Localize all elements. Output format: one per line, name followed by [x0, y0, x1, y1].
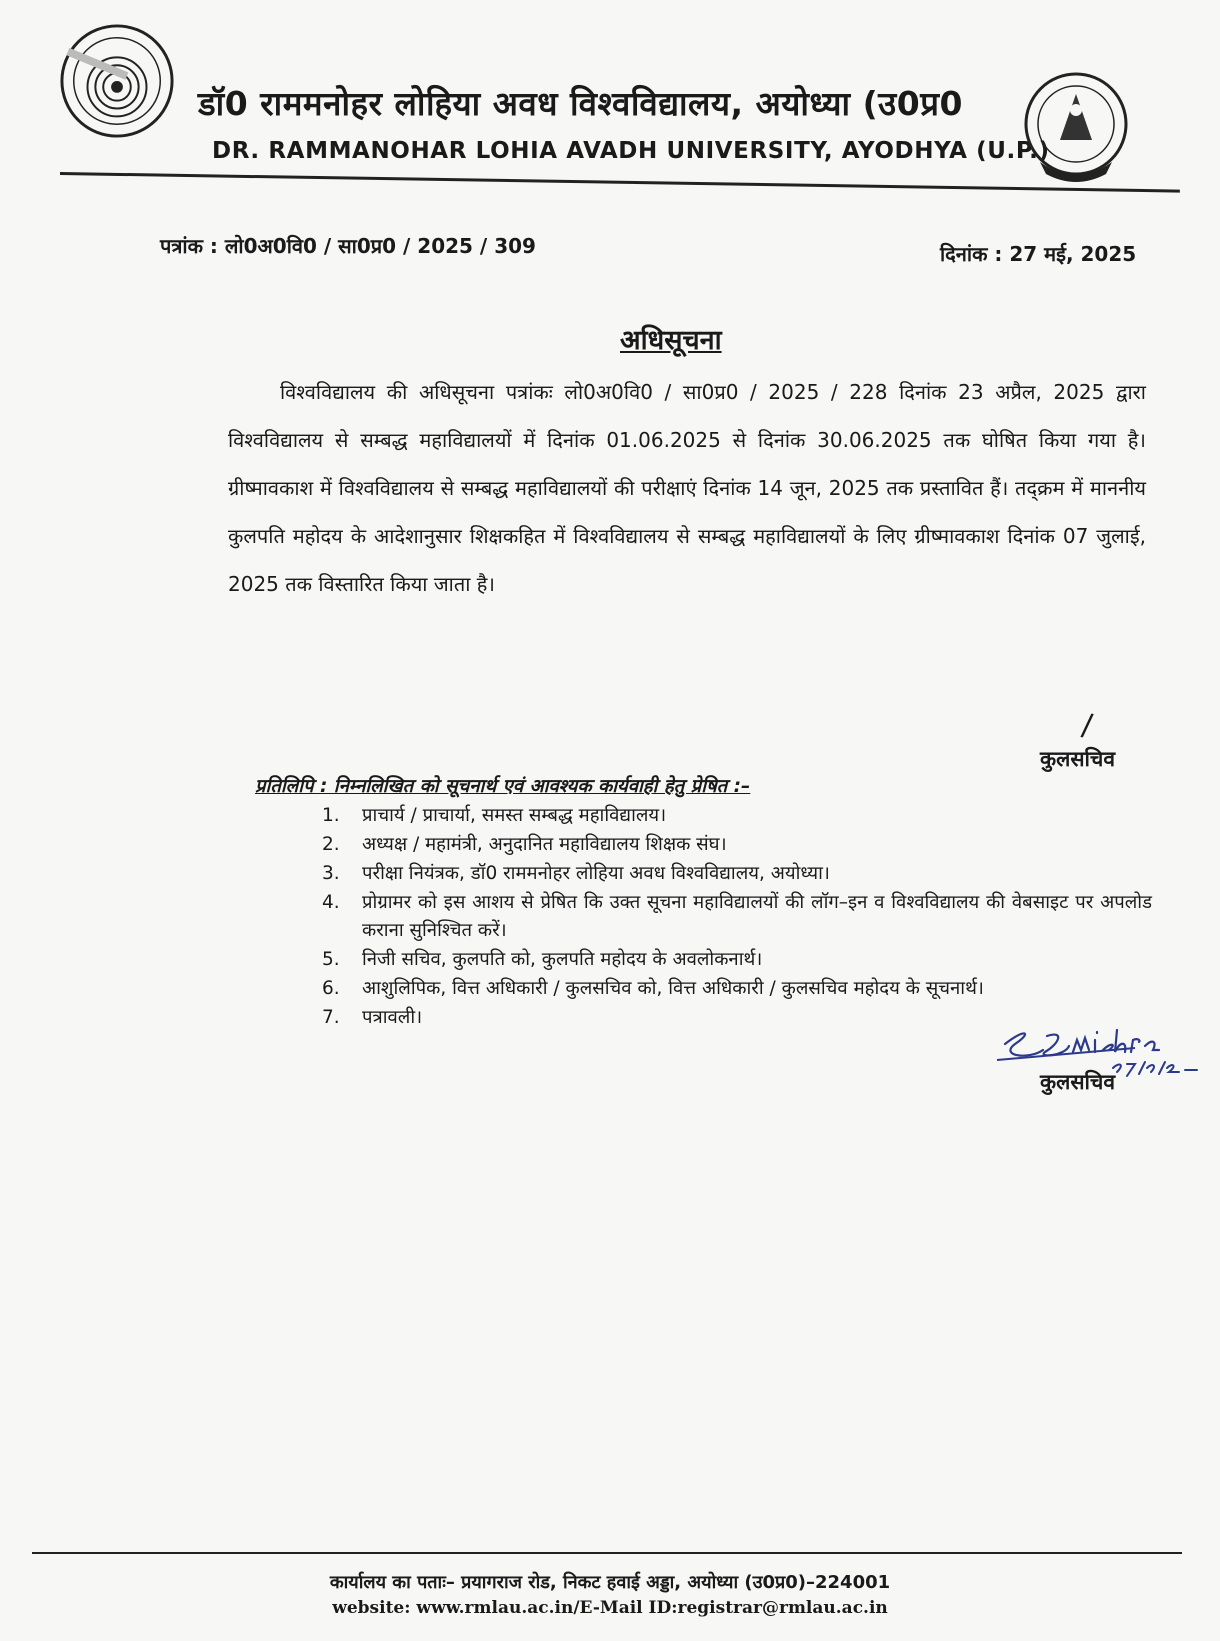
- signature-mark: /: [1079, 707, 1095, 744]
- university-seal-icon: [58, 22, 176, 140]
- notice-title: अधिसूचना: [620, 325, 722, 356]
- list-item-number: 3.: [322, 863, 340, 884]
- list-item-text: प्रोग्रामर को इस आशय से प्रेषित कि उक्त सूचना महाविद्यालयों की लॉग–इन व विश्वविद्यालय की वेबसाइट पर अपलोड कराना सुनिश्चित करें।: [362, 892, 1152, 941]
- signatory-title: कुलसचिव: [1040, 747, 1116, 771]
- list-item: [322, 831, 1152, 859]
- footer-address: कार्यालय का पताः– प्रयागराज रोड, निकट हवाई अड्डा, अयोध्या (उ0प्र0)–224001: [329, 1572, 891, 1593]
- signatory-title-signed: कुलसचिव: [1040, 1070, 1116, 1094]
- header-divider: [60, 172, 1180, 193]
- list-item-text: निजी सचिव, कुलपति को, कुलपति महोदय के अवलोकनार्थ।: [362, 949, 763, 970]
- list-item: [322, 889, 1152, 945]
- list-item-number: 7.: [322, 1007, 340, 1028]
- university-emblem-icon: [1020, 70, 1132, 188]
- list-item-number: 5.: [322, 949, 340, 970]
- list-item-text: आशुलिपिक, वित्त अधिकारी / कुलसचिव को, वित्त अधिकारी / कुलसचिव महोदय के सूचनार्थ।: [362, 978, 984, 999]
- university-name-hindi: डॉ0 राममनोहर लोहिया अवध विश्वविद्यालय, अयोध्या (उ0प्र0: [198, 84, 963, 123]
- list-item-number: 1.: [322, 805, 340, 826]
- list-item-text: प्राचार्य / प्राचार्या, समस्त सम्बद्ध महाविद्यालय।: [362, 805, 667, 826]
- footer-divider: [32, 1552, 1182, 1554]
- notice-body: विश्वविद्यालय की अधिसूचना पत्रांकः लो0अ0वि0 / सा0प्र0 / 2025 / 228 दिनांक 23 अप्रैल, 2025 द्वारा विश्वविद्यालय से सम्बद्ध महाविद्यालयों में दिनांक 01.06.2025 से दिनांक 30.06.2025 तक घोषित किया गया है। ग्रीष्मावकाश में विश्वविद्यालय से सम्बद्ध महाविद्यालयों की परीक्षाएं दिनांक 14 जून, 2025 तक प्रस्तावित हैं। तद्क्रम में माननीय कुलपति महोदय के आदेशानुसार शिक्षकहित में विश्वविद्यालय से सम्बद्ध महाविद्यालयों के लिए ग्रीष्मावकाश दिनांक 07 जुलाई, 2025 तक विस्तारित किया जाता है।: [228, 380, 1146, 596]
- copy-to-list: [322, 802, 1152, 1033]
- list-item-text: परीक्षा नियंत्रक, डॉ0 राममनोहर लोहिया अवध विश्वविद्यालय, अयोध्या।: [362, 863, 830, 884]
- list-item: [322, 946, 1152, 974]
- list-item: [322, 860, 1152, 888]
- list-item-number: 2.: [322, 834, 340, 855]
- list-item-number: 6.: [322, 978, 340, 999]
- notice-date: दिनांक : 27 मई, 2025: [940, 242, 1137, 266]
- list-item-text: अध्यक्ष / महामंत्री, अनुदानित महाविद्यालय शिक्षक संघ।: [362, 834, 727, 855]
- list-item-number: 4.: [322, 892, 340, 913]
- list-item: [322, 975, 1152, 1003]
- list-item: [322, 802, 1152, 830]
- reference-number: पत्रांक : लो0अ0वि0 / सा0प्र0 / 2025 / 309: [160, 234, 536, 258]
- list-item-text: पत्रावली।: [362, 1007, 423, 1028]
- footer-contact: website: www.rmlau.ac.in/E-Mail ID:registrar@rmlau.ac.in: [332, 1598, 888, 1618]
- copy-to-heading: प्रतिलिपि : निम्नलिखित को सूचनार्थ एवं आवश्यक कार्यवाही हेतु प्रेषित :–: [255, 776, 751, 797]
- university-name-english: DR. RAMMANOHAR LOHIA AVADH UNIVERSITY, AYODHYA (U.P.): [212, 138, 1050, 164]
